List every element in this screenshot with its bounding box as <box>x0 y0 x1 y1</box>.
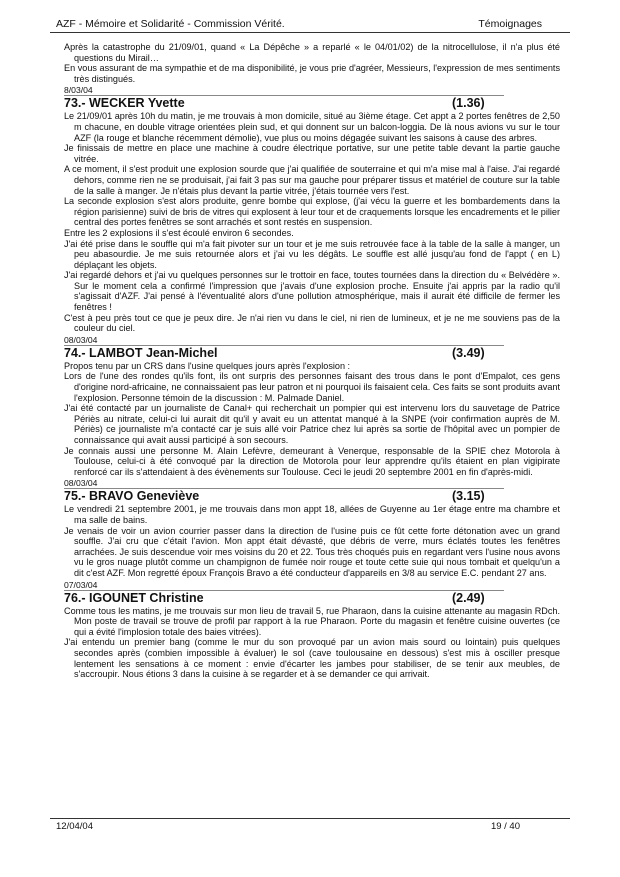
header-section: Témoignages <box>478 18 542 30</box>
entry-paragraph: C'est à peu près tout ce que je peux dire. Je n'ai rien vu dans le ciel, ni rien de lumineux, et je ne me souviens pas de la couleur du ciel. <box>64 312 560 334</box>
entry-title: 75.- BRAVO Geneviève <box>64 489 200 504</box>
entry-paragraph: La seconde explosion s'est alors produite, genre bombe qui explose, (j'ai vécu la guerre et les bombardements dans la région parisienne) suivi de bris de vitres qui explosent à leur tour et de craquements lorsque les encadrements et le pilier central des portes fenêtres se sont arrachés et sont restés en suspension. <box>64 196 560 228</box>
entry-heading <box>64 96 560 111</box>
entry-heading <box>64 489 560 504</box>
intro-paragraph: Après la catastrophe du 21/09/01, quand « La Dépêche » a reparlé « le 04/01/02) de la nitrocellulose, il n'a plus été questions du Mirail… <box>64 42 560 63</box>
entry-paragraph: Le vendredi 21 septembre 2001, je me trouvais dans mon appt 18, allées de Guyenne au 1er étage entre ma chambre et ma salle de bains. <box>64 504 560 525</box>
intro-date: 8/03/04 <box>64 85 504 96</box>
entry-heading <box>64 591 560 606</box>
entry-date: 08/03/04 <box>64 478 504 489</box>
header-title: AZF - Mémoire et Solidarité - Commission Vérité. <box>56 18 285 30</box>
entry-paragraph: Propos tenu par un CRS dans l'usine quelques jours après l'explosion : <box>64 360 351 371</box>
intro-paragraph: En vous assurant de ma sympathie et de ma disponibilité, je vous prie d'agréer, Messieurs, l'expression de mes sentiments très distingués. <box>64 63 560 84</box>
entry-date: 07/03/04 <box>64 580 504 591</box>
testimony-entry <box>64 96 560 345</box>
entry-code: (3.49) <box>452 345 485 360</box>
page-footer <box>50 818 570 833</box>
entry-code: (3.15) <box>452 489 485 504</box>
document-body <box>64 42 560 680</box>
entry-heading <box>64 346 560 361</box>
entry-code: (1.36) <box>452 96 485 111</box>
entry-paragraph: Je finissais de mettre en place une machine à coudre électrique portative, sur une petite table devant la partie gauche vitrée. <box>64 143 560 164</box>
entry-title: 73.- WECKER Yvette <box>64 96 185 111</box>
entry-paragraph: Lors de l'une des rondes qu'ils font, ils ont surpris des personnes faisant des trous dans le pont d'Empalot, ces gens d'origine nord-africaine, ne connaissaient pas leur patron et ni pourquoi ils faisaient cela. Ces faits se sont produits avant l'explosion. Personne témoin de la discussion : M. Palmade Daniel. <box>64 371 560 403</box>
entry-paragraph: J'ai été prise dans le souffle qui m'a fait pivoter sur un tour et je me suis retrouvée face à la table de la salle à manger, un peu abasourdie. Je me suis retournée alors et j'ai vu les dégâts. Le souffle est allé jusqu'au fond de l'appt ( en L) déplaçant les objets. <box>64 238 560 270</box>
footer-date: 12/04/04 <box>56 821 93 832</box>
entry-paragraph: Je connais aussi une personne M. Alain Lefèvre, demeurant à Venerque, responsable de la SPIE chez Motorola à Toulouse, celui-ci à été convoqué par la direction de Motorola pour leur apprendre qu'ils étaient en plan vigipirate renforcé car ils s'attendaient à des évènements sur Toulouse. Ceci le jeudi 20 septembre 2001 en fin d'après-midi. <box>64 445 560 477</box>
entry-paragraph: J'ai regardé dehors et j'ai vu quelques personnes sur le trottoir en face, toutes tournées dans la direction du « Belvédère ». Sur le moment cela a confirmé l'impression que j'avais d'une explosion proche. Ensuite j'ai appris par la radio qu'il s'agissait d'AZF. J'ai pensé à l'éventualité alors d'une pollution atmosphérique, mais il aurait été difficile de fermer les fenêtres ! <box>64 270 560 313</box>
entry-paragraph: A ce moment, il s'est produit une explosion sourde que j'ai qualifiée de souterraine et qui m'a mise mal à l'aise. J'ai regardé dehors, comme rien ne se produisait, j'ai fait 3 pas sur ma gauche pour préparer tissus et matériel de couture sur la table de la salle à manger. Je n'étais plus devant la partie vitrée, j'étais tournée vers l'est. <box>64 164 560 196</box>
page-number: 19 / 40 <box>490 821 520 832</box>
entry-paragraph: Je venais de voir un avion courrier passer dans la direction de l'usine puis ce fût cette forte détonation avec un grand souffle. J'ai cru que c'était l'avion. Mon appt était dévasté, que débris de verre, murs éclatés toutes les fenêtres arrachées. Je suis descendue voir mes voisins du 20 et 22. Tous très choqués puis en regardant vers l'usine nous avons vu le gros nuage plutôt comme un champignon de fumée noir rouge et toute cette suie qui nous tombait et quelqu'un a dit c'est AZF. Mon regretté époux François Bravo a été conducteur d'appareils en 3/8 au service E.C. pendant 27 ans. <box>64 525 560 578</box>
entry-title: 76.- IGOUNET Christine <box>64 590 204 605</box>
entry-code: (2.49) <box>452 590 485 605</box>
page-header <box>50 16 570 33</box>
entry-date: 08/03/04 <box>64 335 504 346</box>
entry-paragraph: Le 21/09/01 après 10h du matin, je me trouvais à mon domicile, situé au 3ième étage. Cet appt a 2 portes fenêtres de 2,50 m chacune, en double vitrage orientées plein sud, et qui donnent sur un balcon-loggia. De là nous avions vu sur le tour AZF (la rouge et blanche récemment démolie), vue plus ou moins dégagée suivant les saisons à cause des arbres. <box>64 111 560 143</box>
entry-title: 74.- LAMBOT Jean-Michel <box>64 345 218 360</box>
testimony-entry <box>64 591 560 680</box>
testimony-entry <box>64 346 560 490</box>
entry-paragraph: Comme tous les matins, je me trouvais sur mon lieu de travail 5, rue Pharaon, dans la cuisine attenante au magasin RDch. Mon poste de travail se trouve de profil par rapport à la rue Pharaon. Porte du magasin et fenêtre cuisine ouvertes (ce qui a évité l'implosion totale des baies vitrées). <box>64 605 560 637</box>
entry-paragraph: J'ai entendu un premier bang (comme le mur du son provoqué par un avion mais sourd ou lointain) puis quelques secondes après (combien impossible à évaluer) le sol (cave toulousaine en dessous) s'est mis à osciller presque lentement les sensations à ce moment : envie d'écarter les jambes pour stabiliser, de se tenir aux meubles, de s'accroupir. Nous étions 3 dans la cuisine à se regarder et à se demander ce qui arrivait. <box>64 637 560 680</box>
testimony-entry <box>64 489 560 590</box>
entry-paragraph: Entre les 2 explosions il s'est écoulé environ 6 secondes. <box>64 227 294 238</box>
entry-paragraph: J'ai été contacté par un journaliste de Canal+ qui recherchait un pompier qui est intervenu lors du sauvetage de Patrice Périès au nitrate, celui-ci lui aurait dit qu'il y avait eu un attentat manqué à la SNPE (voir confirmation auprès de M. Périès) ce journaliste m'a contacté car je suis allé voir Patrice chez lui après sa sortie de l'hôpital avec un pompier de connaissance qui avait aussi participé à son secours. <box>64 403 560 445</box>
